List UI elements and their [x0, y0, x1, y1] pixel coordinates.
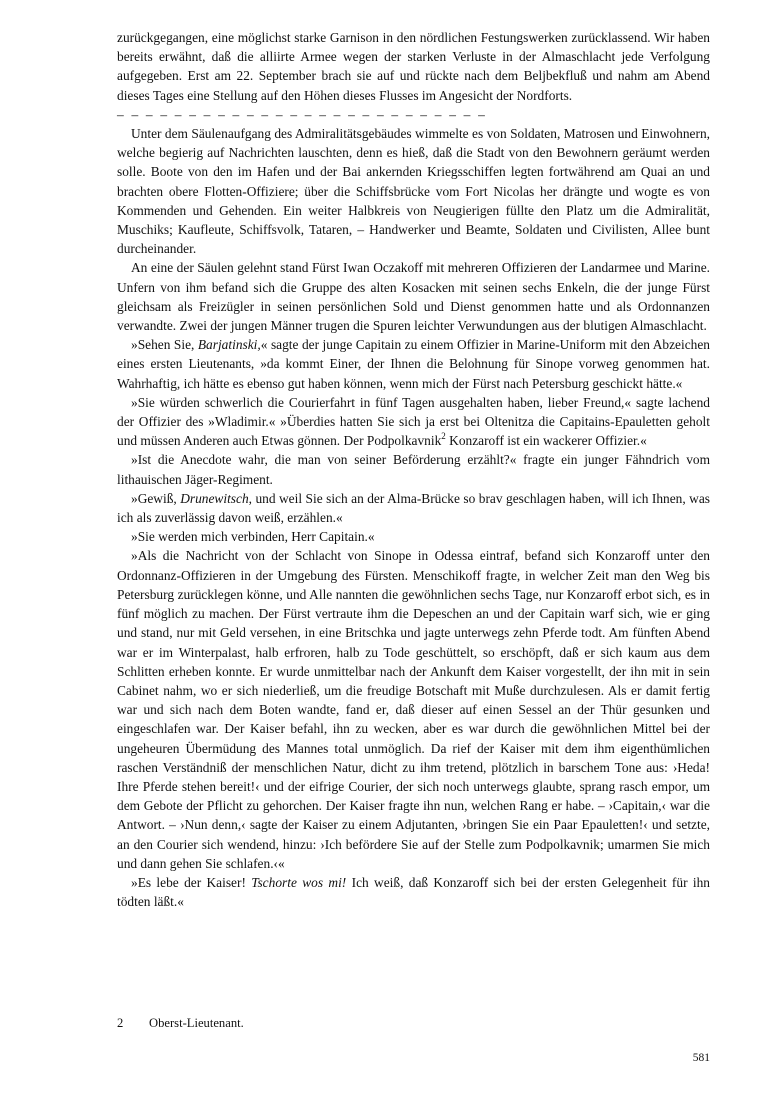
paragraph: »Sie werden mich verbinden, Herr Capitain.« [131, 529, 375, 545]
footnote-number: 2 [117, 1016, 124, 1030]
italic-name: Barjatinski, [197, 337, 261, 353]
text-body [117, 28, 710, 911]
italic-phrase: Tschorte wos mi! [251, 874, 347, 890]
text-run: , und weil Sie sich an der Alma-Brücke so brav geschlagen haben, will ich Ihnen, was ich als zuverlässig davon weiß, erzählen.« [117, 490, 711, 526]
paragraph: »Ist die Anecdote wahr, die man von seiner Beförderung erzählt?« fragte ein junger Fähndrich vom lithauischen Jäger-Regiment. [117, 452, 710, 487]
text-run: »Gewiß, [131, 490, 181, 506]
text-run: « sagte der junge Capitain zu einem Offizier in Marine-Uniform mit den Abzeichen eines ersten Lieutenants, »da kommt Einer, der Ihnen die Belohnung für Sinope vorweg genommen hat. Wahrhaftig, ich hätte es ebenso gut haben können, wenn mich der Fürst nach Petersburg geschickt hätte.« [117, 337, 710, 391]
page-number: 581 [692, 1052, 710, 1064]
paragraph [117, 393, 710, 451]
paragraph: Unter dem Säulenaufgang des Admiralitätsgebäudes wimmelte es von Soldaten, Matrosen und Einwohnern, welche begierig auf Nachrichten lauschten, denn es hieß, daß die Stadt von den Bewohnern geräumt werden solle. Boote von den im Hafen und der Bai ankernden Kriegsschiffen legten fortwährend am Quai an und brachten obere Flotten-Offiziere; über die Schiffsbrücke vom Fort Nicolas her drängte und wogte es von Kommenden und Gehenden. Ein weiter Halbkreis von Neugierigen füllte den Platz um die Admiralität, Muschiks; Kaufleute, Schiffsvolk, Tataren, – Handwerker und Beamte, Soldaten und Civilisten, Allee bunt durcheinander. [117, 126, 710, 257]
paragraph [117, 489, 710, 527]
text-run: Konzaroff ist ein wackerer Offizier.« [445, 433, 647, 449]
text-run: »Sie würden schwerlich die Courierfahrt in fünf Tagen ausgehalten haben, lieber Freund,« sagte lachend der Offizier des »Wladimir.« »Überdies hatten Sie sich ja erst bei Oltenitza die Capitains-Epauletten geholt und müssen Anderen auch Etwas gönnen. Der Podpolkavnik [117, 394, 710, 449]
paragraph: »Als die Nachricht von der Schlacht von Sinope in Odessa eintraf, befand sich Konzaroff unter den Ordonnanz-Offizieren in der Umgebung des Fürsten. Menschikoff fragte, in welcher Zeit man den Weg bis Petersburg zurücklegen könne, und Alle nannten die gewöhnlichen sechs Tage, nur Konzaroff erbot sich, es in fünf möglich zu machen. Der Fürst vertraute ihm die Depeschen an und der Capitain warf sich, wie er ging und stand, nur mit Geld versehen, in eine Britschka und jagte unterwegs zehn Pferde todt. Am fünften Abend war er im Winterpalast, halb erfroren, halb zu Tode geschüttelt, so erschöpft, daß er sich kaum aus dem Schlitten erheben konnte. Er wurde unmittelbar nach der Ankunft dem Kaiser vorgestellt, der ihn mit in sein Cabinet nahm, wo er sich niederließ, um die freudige Botschaft mit Muße durchzulesen. Als er damit fertig war und sich nach dem Boten wandte, fand er, daß dieser auf einen Sessel an der Thür gesunken und eingeschlafen war. Der Kaiser befahl, ihn zu wecken, aber es war durch die gewöhnlichen Mittel bei der ungeheuren Übermüdung des Mannes total unmöglich. Da rief der Kaiser mit dem ihm eigenthümlichen raschen Verständniß der menschlichen Natur, dicht zu ihm tretend, plötzlich in barschem Tone aus: ›Heda! Ihre Pferde stehen bereit!‹ und der eifrige Courier, der sich noch unterwegs glaubte, sprang rasch empor, um dem Gebote der Pflicht zu gehorchen. Der Kaiser fragte ihn nun, welchen Rang er habe. – ›Capitain,‹ war die Antwort. – ›Nun denn,‹ sagte der Kaiser zu einem Adjutanten, ›bringen Sie ein Paar Epauletten!‹ und setzte, an den Courier sich wendend, hinzu: ›Ich befördere Sie auf der Stelle zum Podpolkavnik; umarmen Sie mich und dann gehen Sie schlafen.‹« [117, 548, 710, 871]
paragraph [117, 873, 710, 911]
text-run: »Sehen Sie, [131, 337, 198, 353]
paragraph: zurückgegangen, eine möglichst starke Garnison in den nördlichen Festungswerken zurücklassend. Wir haben bereits erwähnt, daß die alliirte Armee wegen der starken Verluste in der Almaschlacht jede Verfolgung aufgegeben. Erst am 22. September brach sie auf und rückte nach dem Beljbekfluß und nahm am Abend dieses Tages eine Stellung auf den Höhen dieses Flusses im Angesicht der Nordforts. [117, 30, 710, 103]
text-run: »Es lebe der Kaiser! [131, 874, 252, 890]
paragraph: An eine der Säulen gelehnt stand Fürst Iwan Oczakoff mit mehreren Offizieren der Landarmee und Marine. Unfern von ihm befand sich die Gruppe des alten Kosacken mit seinen sechs Enkeln, die der junge Fürst gleichsam als Freizügler in seinen persönlichen Sold und Dienst genommen hatte und als Ordonnanzen verwandte. Zwei der jungen Männer trugen die Spuren leichter Verwundungen aus der blutigen Almaschlacht. [117, 260, 710, 334]
footnote [117, 1014, 244, 1032]
italic-name: Drunewitsch [180, 490, 249, 506]
text-run: Ich weiß, daß Konzaroff sich bei der ersten Gelegenheit für ihn tödten läßt.« [117, 874, 710, 910]
footnote-ref[interactable]: 2 [441, 431, 446, 442]
footnote-text: Oberst-Lieutenant. [149, 1016, 244, 1030]
section-separator: – – – – – – – – – – – – – – – – – – – – – – – – – – [117, 106, 487, 122]
paragraph [117, 335, 710, 393]
